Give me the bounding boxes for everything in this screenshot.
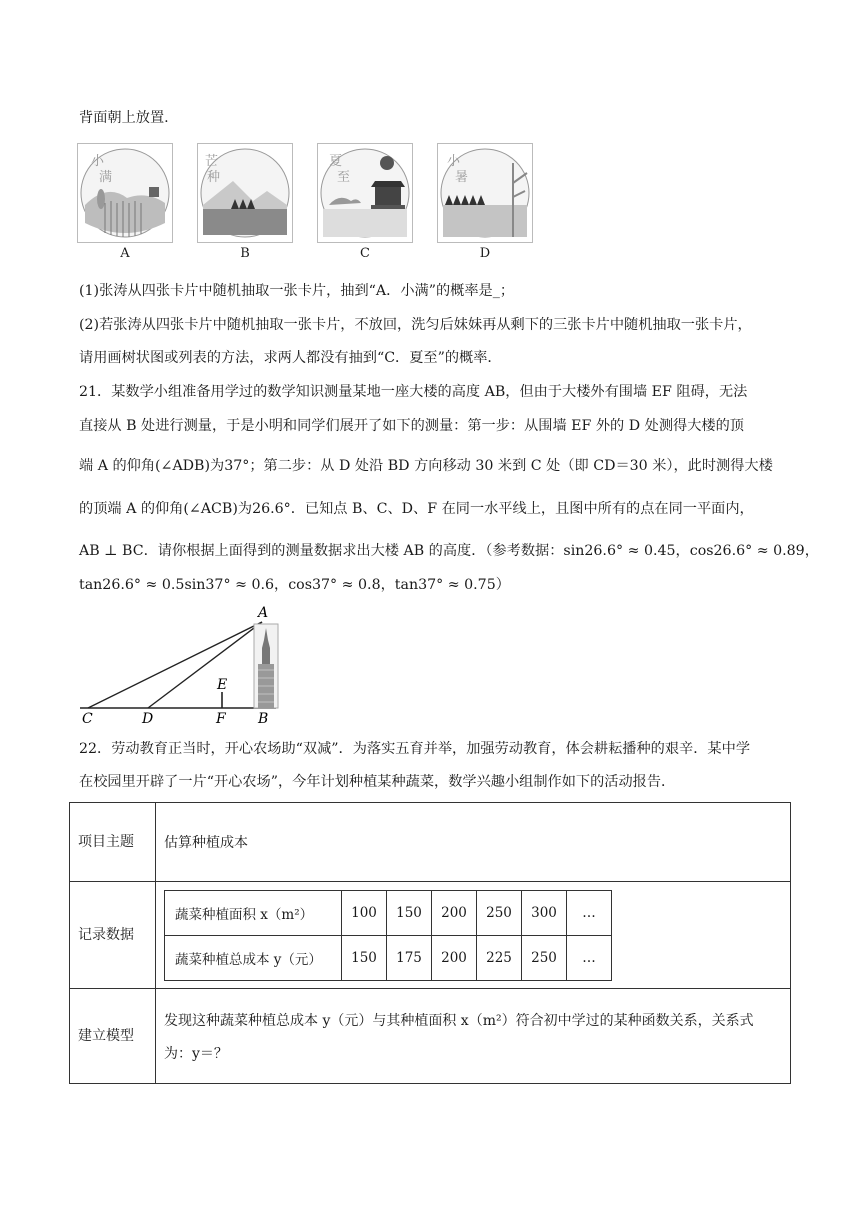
- card-d-label: D: [479, 246, 491, 261]
- area-value: 100: [342, 890, 387, 935]
- q20-part2-line2: 请用画树状图或列表的方法，求两人都没有抽到“C．夏至”的概率．: [79, 350, 502, 366]
- label-b: B: [258, 711, 269, 726]
- building-drawing: [254, 624, 278, 708]
- line-ca: [88, 622, 262, 708]
- cost-value: 150: [342, 935, 387, 980]
- report-row-data: [70, 882, 791, 989]
- report-head-data: 记录数据: [70, 882, 156, 989]
- cost-value: …: [567, 935, 612, 980]
- q22-line2: 在校园里开辟了一片“开心农场”，今年计划种植某种蔬菜，数学兴趣小组制作如下的活动报告．: [79, 774, 676, 790]
- card-c-title-bottom: 至: [337, 170, 351, 185]
- cost-value: 225: [477, 935, 522, 980]
- card-c-label: C: [360, 246, 370, 261]
- label-a: A: [258, 605, 269, 621]
- card-d-title-bottom: 暑: [455, 170, 469, 185]
- card-a-title-top: 小: [91, 154, 105, 169]
- model-line1: 发现这种蔬菜种植总成本 y（元）与其种植面积 x（m²）符合初中学过的某种函数关系，关系式: [164, 1013, 754, 1029]
- cost-label: 蔬菜种植总成本 y（元）: [165, 935, 342, 980]
- q21-line6: tan26.6° ≈ 0.5sin37° ≈ 0.6，cos37° ≈ 0.8，tan37° ≈ 0.75）: [79, 577, 510, 593]
- card-b-title-bottom: 种: [207, 170, 221, 185]
- data-table: [164, 890, 612, 981]
- card-a-label: A: [120, 246, 130, 261]
- data-row-area: [165, 890, 612, 935]
- building-figure: [76, 604, 286, 730]
- label-f: F: [216, 711, 226, 726]
- card-a-image: [77, 143, 173, 243]
- q20-part1: (1)张涛从四张卡片中随机抽取一张卡片，抽到“A．小满”的概率是_；: [79, 283, 515, 299]
- q21-line2: 直接从 B 处进行测量，于是小明和同学们展开了如下的测量：第一步：从围墙 EF 外的 D 处测得大楼的顶: [79, 418, 744, 434]
- area-value: …: [567, 890, 612, 935]
- card-d-title-top: 小: [447, 154, 461, 169]
- card-c-image: [317, 143, 413, 243]
- intro-text: 背面朝上放置.: [79, 110, 169, 126]
- area-value: 300: [522, 890, 567, 935]
- label-e: E: [217, 677, 228, 693]
- cost-value: 250: [522, 935, 567, 980]
- report-head-topic: 项目主题: [70, 803, 156, 882]
- label-d: D: [142, 711, 154, 726]
- cost-value: 175: [387, 935, 432, 980]
- line-da: [148, 622, 262, 708]
- q21-line5: AB ⊥ BC．请你根据上面得到的测量数据求出大楼 AB 的高度．（参考数据：sin26.6° ≈ 0.45，cos26.6° ≈ 0.89，: [79, 543, 819, 559]
- card-d-image: [437, 143, 533, 243]
- card-b-label: B: [240, 246, 250, 261]
- area-label: 蔬菜种植面积 x（m²）: [165, 890, 342, 935]
- q22-line1: 22．劳动教育正当时，开心农场助“双减”．为落实五育并举，加强劳动教育，体会耕耘播种的艰辛．某中学: [79, 741, 751, 757]
- data-row-cost: [165, 935, 612, 980]
- q21-line3: 端 A 的仰角(∠ADB)为37°；第二步：从 D 处沿 BD 方向移动 30 米到 C 处（即 CD＝30 米），此时测得大楼: [79, 458, 773, 474]
- area-value: 200: [432, 890, 477, 935]
- q20-part2-line1: (2)若张涛从四张卡片中随机抽取一张卡片，不放回，洗匀后妹妹再从剩下的三张卡片中随机抽取一张卡片，: [79, 317, 752, 333]
- report-body-topic: 估算种植成本: [156, 803, 791, 882]
- activity-report-table: [69, 802, 791, 1084]
- q21-line4: 的顶端 A 的仰角(∠ACB)为26.6°．已知点 B、C、D、F 在同一水平线上，且图中所有的点在同一平面内，: [79, 501, 754, 517]
- report-head-model: 建立模型: [70, 989, 156, 1084]
- area-value: 250: [477, 890, 522, 935]
- cost-value: 200: [432, 935, 477, 980]
- report-row-model: [70, 989, 791, 1084]
- area-value: 150: [387, 890, 432, 935]
- report-row-topic: [70, 803, 791, 882]
- report-body-model: [156, 989, 791, 1084]
- label-c: C: [82, 711, 93, 726]
- q21-line1: 21．某数学小组准备用学过的数学知识测量某地一座大楼的高度 AB，但由于大楼外有围墙 EF 阻碍，无法: [79, 384, 748, 400]
- card-b-title-top: 芒: [205, 154, 219, 169]
- card-a-title-bottom: 满: [99, 170, 113, 185]
- model-line2: 为：y＝？: [164, 1046, 228, 1062]
- card-c-title-top: 夏: [329, 154, 343, 169]
- card-b-image: [197, 143, 293, 243]
- report-body-data: [156, 882, 791, 989]
